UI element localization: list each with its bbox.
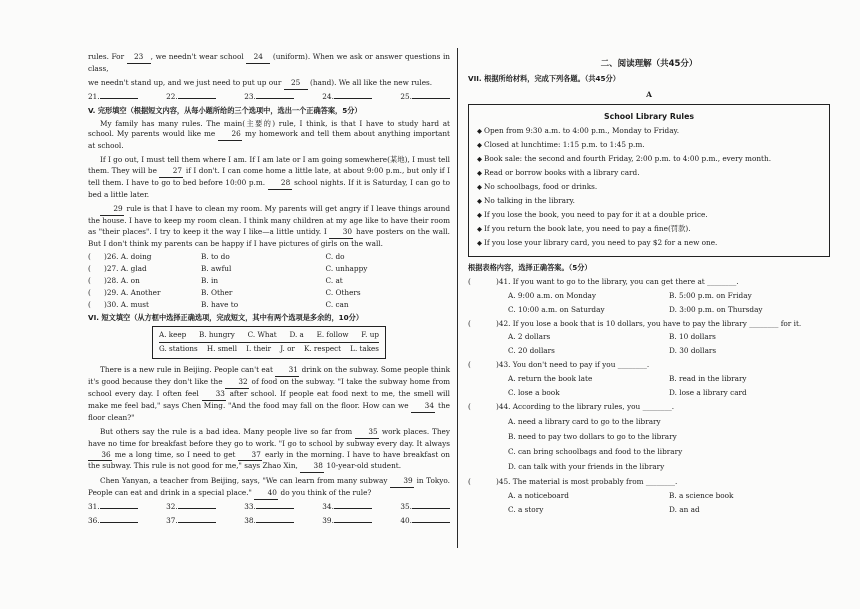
blank-39[interactable]: 39 — [390, 476, 414, 488]
choice-29[interactable]: ( )29. A. Another B. Other C. Others — [88, 287, 361, 297]
choice-30[interactable]: ( )30. A. must B. have to C. can — [88, 299, 349, 309]
answer-24[interactable]: 24. — [322, 92, 372, 103]
blank-30[interactable]: 30 — [329, 227, 353, 239]
blank-35[interactable]: 35 — [355, 427, 379, 439]
blank-29[interactable]: 29 — [100, 204, 124, 216]
diamond-bullet-icon: ◆ — [477, 211, 482, 220]
options-42[interactable]: A. 2 dollars B. 10 dollars — [508, 332, 716, 342]
options-43[interactable]: A. return the book late B. read in the library — [508, 374, 747, 384]
options-45[interactable]: C. a story D. an ad — [508, 504, 700, 514]
rule-item: ◆ Book sale: the second and fourth Friday, 2:00 p.m. to 4:00 p.m., every month. — [477, 154, 772, 164]
options-41[interactable]: A. 9:00 a.m. on Monday B. 5:00 p.m. on Friday — [508, 290, 752, 300]
options-42[interactable]: C. 20 dollars D. 30 dollars — [508, 346, 717, 356]
options-41[interactable]: C. 10:00 a.m. on Saturday D. 3:00 p.m. on Thursday — [508, 304, 763, 314]
blank-33[interactable]: 33 — [202, 389, 226, 401]
diamond-bullet-icon: ◆ — [477, 141, 482, 150]
rule-item: ◆ If you return the book late, you need to pay a fine(罚款). — [477, 224, 691, 234]
answer-37[interactable]: 37. — [166, 516, 216, 527]
answer-32[interactable]: 32. — [166, 502, 216, 513]
rule-item: ◆ Closed at lunchtime: 1:15 p.m. to 1:45 p.m. — [477, 140, 645, 150]
cloze-choices — [88, 252, 450, 311]
answer-25[interactable]: 25. — [400, 92, 450, 103]
answer-row-31-35 — [88, 502, 450, 513]
fill-paragraph-2: But others say the rule is a bad idea. Many people live so far from 35 work places. They have no time for breakfast before they go to work. "I go to school by subway every day. It always 36 me a long time, so I need to get 37 early in the morning. I have to have breakfast on the subway. This rule is not good for me," says Zhao Xin, 38 10-year-old student. — [88, 427, 450, 474]
choice-27[interactable]: ( )27. A. glad B. awful C. unhappy — [88, 263, 368, 273]
cloze-paragraph-2: If I go out, I must tell them where I am. If I am late or I am going somewhere(某地), I must tell them. They will be 27 if I don't. I can come home a little late, at about 9:00 p.m., but only if I tell them. I have to go to bed before 10:00 p.m. 28 school nights. If it is Saturday, I can go to bed a little later. — [88, 155, 450, 200]
blank-38[interactable]: 38 — [300, 461, 324, 473]
cloze-paragraph-3: 29 rule is that I have to clean my room. My parents will get angry if I leave things around the house. I have to keep my room clean. I think many children at my age like to have their room as "their places". I try to keep it the way I like—a little untidy. I 30 have posters on the wall. But I don't think my parents can be happy if I have pictures of girls on the wall. — [88, 204, 450, 248]
question-42: ( )42. If you lose a book that is 10 dollars, you have to pay the library ________ for it. — [468, 318, 802, 328]
answer-row-21-25 — [88, 92, 450, 103]
answer-38[interactable]: 38. — [244, 516, 294, 527]
blank-23[interactable]: 23 — [127, 52, 151, 64]
answer-36[interactable]: 36. — [88, 516, 138, 527]
answer-22[interactable]: 22. — [166, 92, 216, 103]
question-43: ( )43. You don't need to pay if you ________. — [468, 360, 650, 370]
diamond-bullet-icon: ◆ — [477, 197, 482, 206]
answer-row-36-40 — [88, 516, 450, 527]
intro-line-2: we needn't stand up, and we just need to put up our 25 (hand). We all like the new rules. — [88, 78, 450, 90]
question-44: ( )44. According to the library rules, you ________. — [468, 402, 675, 412]
answer-23[interactable]: 23. — [244, 92, 294, 103]
word-box-line-1: A. keep B. hungry C. What D. a E. follow F. up — [159, 330, 379, 340]
rule-item: ◆ No schoolbags, food or drinks. — [477, 182, 598, 192]
choice-26[interactable]: ( )26. A. doing B. to do C. do — [88, 251, 345, 261]
rule-item: ◆ Read or borrow books with a library card. — [477, 168, 640, 178]
diamond-bullet-icon: ◆ — [477, 155, 482, 164]
fill-paragraph-3: Chen Yanyan, a teacher from Beijing, says, "We can learn from many subway 39 in Tokyo. People can eat and drink in a special place." 40 do you think of the rule? — [88, 476, 450, 500]
answer-40[interactable]: 40. — [400, 516, 450, 527]
blank-37[interactable]: 37 — [238, 450, 262, 462]
answer-39[interactable]: 39. — [322, 516, 372, 527]
diamond-bullet-icon: ◆ — [477, 127, 482, 136]
section5-title: V. 完形填空（根据短文内容，从每小题所给的三个选项中，选出一个正确答案，5分） — [88, 105, 362, 115]
blank-28[interactable]: 28 — [268, 178, 292, 190]
diamond-bullet-icon: ◆ — [477, 238, 482, 247]
blank-31[interactable]: 31 — [275, 365, 299, 377]
blank-32[interactable]: 32 — [225, 377, 249, 389]
library-rules-box — [468, 104, 830, 257]
options-45[interactable]: A. a noticeboard B. a science book — [508, 490, 734, 500]
diamond-bullet-icon: ◆ — [477, 169, 482, 178]
word-box-line-2: G. stations H. smell I. their J. or K. respect L. takes — [159, 342, 379, 356]
rules-title: School Library Rules — [603, 111, 694, 121]
answer-33[interactable]: 33. — [244, 502, 294, 513]
blank-36[interactable]: 36 — [88, 450, 112, 462]
option-44a[interactable]: A. need a library card to go to the library — [508, 417, 661, 427]
word-box — [152, 326, 386, 359]
answer-31[interactable]: 31. — [88, 502, 138, 513]
reading-instruction: 根据表格内容，选择正确答案。（5分） — [468, 262, 592, 272]
diamond-bullet-icon: ◆ — [477, 225, 482, 234]
column-divider — [457, 48, 458, 548]
blank-25[interactable]: 25 — [284, 78, 308, 90]
blank-24[interactable]: 24 — [246, 52, 270, 64]
cloze-paragraph-1: My family has many rules. The main(主要的) rule, I think, is that I have to study hard at school. My parents would like me 26 my homework and tell them about anything important at school. — [88, 118, 450, 151]
part-title: 二、阅读理解（共45分） — [600, 59, 698, 69]
section6-title: VI. 短文填空（从方框中选择正确选项，完成短文，其中有两个选项是多余的，10分） — [88, 312, 364, 322]
options-43[interactable]: C. lose a book D. lose a library card — [508, 388, 747, 398]
option-44b[interactable]: B. need to pay two dollars to go to the library — [508, 432, 677, 442]
section7-title: VII. 根据所给材料，完成下列各题。（共45分） — [468, 73, 620, 83]
choice-28[interactable]: ( )28. A. on B. in C. at — [88, 275, 343, 285]
rule-item: ◆ If you lose your library card, you need to pay $2 for a new one. — [477, 237, 718, 247]
diamond-bullet-icon: ◆ — [477, 183, 482, 192]
option-44d[interactable]: D. can talk with your friends in the library — [508, 461, 665, 471]
intro-line-1: rules. For 23 , we needn't wear school 24 (uniform). When we ask or answer questions in class, — [88, 52, 450, 73]
answer-21[interactable]: 21. — [88, 92, 138, 103]
rule-item: ◆ No talking in the library. — [477, 196, 575, 206]
blank-26[interactable]: 26 — [218, 129, 242, 141]
blank-40[interactable]: 40 — [254, 488, 278, 500]
blank-27[interactable]: 27 — [159, 166, 183, 178]
left-column — [88, 52, 450, 530]
answer-34[interactable]: 34. — [322, 502, 372, 513]
option-44c[interactable]: C. can bring schoolbags and food to the library — [508, 446, 683, 456]
rule-item: ◆ Open from 9:30 a.m. to 4:00 p.m., Monday to Friday. — [477, 126, 680, 136]
question-45: ( )45. The material is most probably from ________. — [468, 476, 678, 486]
fill-paragraph-1: There is a new rule in Beijing. People can't eat 31 drink on the subway. Some people think it's good because they don't like the 32 of food on the subway. "I take the subway home from school every day. I often feel 33 after school. If people eat food next to me, the smell will make me feel bad," says Chen Ming. "And the food may fall on the floor. How can we 34 the floor clean?" — [88, 364, 451, 422]
rule-item: ◆ If you lose the book, you need to pay for it at a double price. — [477, 210, 708, 220]
blank-34[interactable]: 34 — [411, 401, 435, 413]
question-41: ( )41. If you want to go to the library, you can get there at ________. — [468, 276, 739, 286]
passage-letter: A — [646, 89, 652, 99]
right-column — [468, 58, 830, 519]
answer-35[interactable]: 35. — [400, 502, 450, 513]
